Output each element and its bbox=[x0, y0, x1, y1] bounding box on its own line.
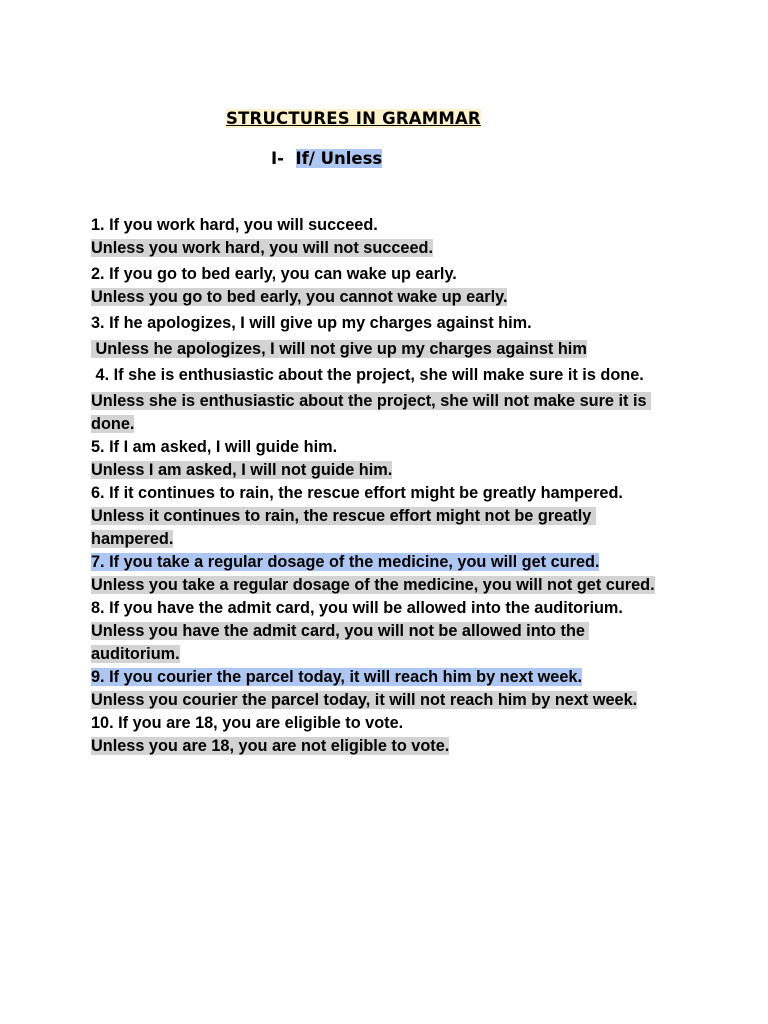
section-heading bbox=[271, 148, 382, 170]
sentence-text: 7. If you take a regular dosage of the medicine, you will get cured. bbox=[91, 553, 600, 571]
sentence-text: 2. If you go to bed early, you can wake up early. bbox=[91, 265, 457, 283]
sentence-line bbox=[91, 505, 666, 551]
sentence-text: Unless you are 18, you are not eligible to vote. bbox=[91, 737, 450, 755]
sentence-line bbox=[91, 361, 666, 387]
sentence-text: Unless I am asked, I will not guide him. bbox=[91, 461, 393, 479]
sentence-text: 5. If I am asked, I will guide him. bbox=[91, 438, 338, 456]
sentence-text: 3. If he apologizes, I will give up my charges against him. bbox=[91, 314, 532, 332]
sentence-line bbox=[91, 551, 666, 574]
sentence-line bbox=[91, 620, 666, 666]
sentence-line bbox=[91, 574, 666, 597]
sentence-text: Unless you courier the parcel today, it will not reach him by next week. bbox=[91, 691, 638, 709]
sentence-text: 8. If you have the admit card, you will be allowed into the auditorium. bbox=[91, 599, 623, 617]
sentence-line bbox=[91, 309, 666, 335]
sentence-text: 9. If you courier the parcel today, it will reach him by next week. bbox=[91, 668, 582, 686]
sentence-line bbox=[91, 712, 666, 735]
sentence-text: Unless you go to bed early, you cannot wake up early. bbox=[91, 288, 508, 306]
sentence-text: 10. If you are 18, you are eligible to vote. bbox=[91, 714, 404, 732]
sentence-list bbox=[91, 214, 666, 758]
sentence-line bbox=[91, 260, 666, 286]
sentence-line bbox=[91, 482, 666, 505]
sentence-line bbox=[91, 597, 666, 620]
sentence-line bbox=[91, 689, 666, 712]
sentence-text: 4. If she is enthusiastic about the project, she will make sure it is done. bbox=[91, 366, 644, 384]
sentence-line bbox=[91, 237, 666, 260]
sentence-line bbox=[91, 387, 666, 436]
sentence-line bbox=[91, 735, 666, 758]
sentence-text: Unless he apologizes, I will not give up my charges against him bbox=[91, 340, 587, 358]
sentence-text: 1. If you work hard, you will succeed. bbox=[91, 216, 378, 234]
sentence-line bbox=[91, 286, 666, 309]
sentence-line bbox=[91, 459, 666, 482]
section-number: I- bbox=[271, 149, 284, 168]
sentence-line bbox=[91, 436, 666, 459]
document-title bbox=[226, 108, 481, 130]
document-title-text: STRUCTURES IN GRAMMAR bbox=[226, 109, 481, 128]
sentence-line bbox=[91, 666, 666, 689]
sentence-text: Unless you take a regular dosage of the medicine, you will not get cured. bbox=[91, 576, 655, 594]
sentence-text: Unless you work hard, you will not succeed. bbox=[91, 239, 433, 257]
sentence-text: 6. If it continues to rain, the rescue effort might be greatly hampered. bbox=[91, 484, 623, 502]
sentence-line bbox=[91, 214, 666, 237]
sentence-text: Unless she is enthusiastic about the project, she will not make sure it is done. bbox=[91, 392, 652, 433]
sentence-text: Unless you have the admit card, you will not be allowed into the auditorium. bbox=[91, 622, 590, 663]
sentence-line bbox=[91, 335, 666, 361]
sentence-text: Unless it continues to rain, the rescue effort might not be greatly hampered. bbox=[91, 507, 596, 548]
section-name: If/ Unless bbox=[295, 149, 383, 168]
